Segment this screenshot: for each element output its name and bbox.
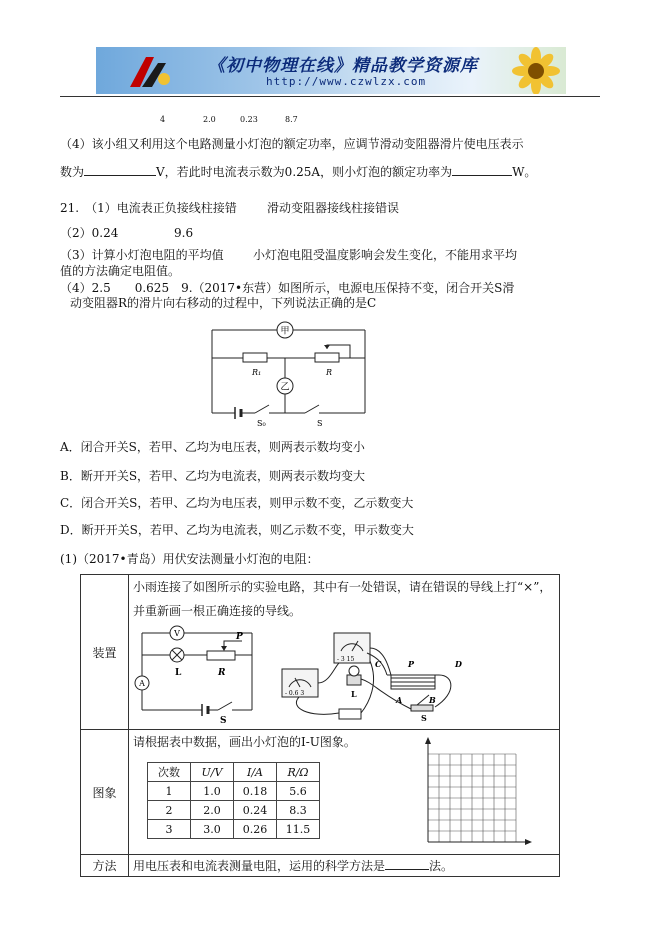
meter-jia-label: 甲 bbox=[280, 326, 290, 337]
top-cell-4: 8.7 bbox=[285, 115, 298, 124]
resistor-r1-label: R₁ bbox=[252, 368, 262, 377]
terminal-b-label: B bbox=[429, 695, 436, 705]
answer-blank-power[interactable] bbox=[452, 164, 512, 176]
slider-label: P bbox=[236, 632, 243, 642]
q21-p2-a: （2）0.24 bbox=[60, 226, 119, 240]
option-d[interactable]: D．断开开关S，若甲、乙均为电流表，则乙示数不变，甲示数变大 bbox=[60, 523, 414, 537]
top-cell-3: 0.23 bbox=[240, 115, 258, 124]
method-text-b: 法。 bbox=[429, 859, 454, 873]
switch-label: S bbox=[220, 716, 227, 725]
header-cell: I/A bbox=[234, 763, 277, 782]
sunflower-icon bbox=[496, 47, 566, 94]
lamp-photo-label: L bbox=[351, 689, 357, 699]
meter-yi-label: 乙 bbox=[280, 382, 290, 393]
circuit-schematic bbox=[132, 625, 267, 725]
graph-cell bbox=[129, 730, 560, 855]
banner-url: http://www.czwlzx.com bbox=[266, 75, 427, 88]
data-cell: 2.0 bbox=[191, 801, 234, 820]
data-cell: 5.6 bbox=[277, 782, 320, 801]
answer-blank-voltage[interactable] bbox=[84, 164, 156, 176]
q4-line2-c: W。 bbox=[512, 165, 537, 179]
data-cell: 3.0 bbox=[191, 820, 234, 839]
resistor-r-label: R bbox=[326, 368, 333, 377]
top-cell-1: 4 bbox=[160, 115, 166, 124]
data-table-header bbox=[148, 763, 320, 782]
apparatus-drawing bbox=[279, 623, 509, 723]
data-cell: 8.3 bbox=[277, 801, 320, 820]
terminal-a-label: A bbox=[396, 695, 403, 705]
terminal-d-label: D bbox=[455, 659, 462, 669]
blank-graph-grid[interactable] bbox=[414, 736, 534, 848]
q21-p3-b: 小灯泡电阻受温度影响会发生变化，不能用求平均 bbox=[253, 248, 518, 262]
table-row bbox=[148, 801, 320, 820]
device-instruction-line2: 并重新画一根正确连接的导线。 bbox=[133, 604, 302, 618]
q21-p3-a: （3）计算小灯泡电阻的平均值 bbox=[60, 248, 224, 262]
header-banner bbox=[96, 47, 566, 94]
q21-p1-b: 滑动变阻器接线柱接错误 bbox=[267, 201, 400, 215]
ammeter-terminals-label: - 0.6 3 bbox=[285, 690, 305, 697]
option-a[interactable]: A．闭合开关S，若甲、乙均为电压表，则两表示数均变小 bbox=[60, 440, 365, 454]
data-cell: 0.26 bbox=[234, 820, 277, 839]
terminal-c-label: C bbox=[375, 659, 382, 669]
row-label-device: 装置 bbox=[81, 575, 129, 730]
data-cell: 1 bbox=[148, 782, 191, 801]
lamp-label: L bbox=[175, 668, 182, 678]
device-instruction bbox=[129, 575, 559, 619]
q4-line2-a: 数为 bbox=[60, 165, 85, 179]
voltmeter-label: V bbox=[174, 629, 180, 638]
voltmeter-terminals-label: - 3 15 bbox=[337, 656, 355, 663]
ammeter-label: A bbox=[139, 679, 145, 688]
data-cell: 11.5 bbox=[277, 820, 320, 839]
switch-s-label: S bbox=[317, 419, 323, 428]
top-cell-2: 2.0 bbox=[203, 115, 216, 124]
logo-icon bbox=[120, 53, 190, 91]
data-cell: 0.24 bbox=[234, 801, 277, 820]
data-cell: 0.18 bbox=[234, 782, 277, 801]
graph-instruction: 请根据表中数据，画出小灯泡的I-U图象。 bbox=[133, 735, 356, 749]
banner-title: 《初中物理在线》精品教学资源库 bbox=[208, 56, 478, 76]
qingdao-question: (1)（2017•青岛）用伏安法测量小灯泡的电阻： bbox=[60, 552, 319, 566]
terminal-p-label: P bbox=[408, 659, 415, 669]
q21-p3-c: 值的方法确定电阻值。 bbox=[60, 264, 181, 278]
table-row bbox=[148, 782, 320, 801]
header-rule bbox=[60, 96, 600, 97]
circuit-diagram-dongying bbox=[205, 318, 375, 430]
header-cell: 次数 bbox=[148, 763, 191, 782]
q21-p1-a: 21. （1）电流表正负接线柱接错 bbox=[60, 201, 237, 215]
data-table bbox=[147, 762, 320, 839]
method-text-a: 用电压表和电流表测量电阻，运用的科学方法是 bbox=[133, 859, 386, 873]
data-cell: 1.0 bbox=[191, 782, 234, 801]
method-cell bbox=[129, 855, 560, 877]
device-instruction-line1: 小雨连接了如图所示的实验电路，其中有一处错误，请在错误的导线上打“×”， bbox=[133, 580, 552, 594]
data-cell: 3 bbox=[148, 820, 191, 839]
device-cell bbox=[129, 575, 560, 730]
q21-p4: （4）2.5 0.625 9.（2017•东营）如图所示，电源电压保持不变，闭合开关S滑 bbox=[60, 281, 515, 295]
switch-s0-label: S₀ bbox=[257, 419, 266, 428]
row-label-graph: 图象 bbox=[81, 730, 129, 855]
answer-blank-method[interactable] bbox=[385, 858, 429, 870]
switch-photo-label: S bbox=[421, 713, 427, 723]
q21-p2-b: 9.6 bbox=[174, 226, 194, 240]
q21-p5: 动变阻器R的滑片向右移动的过程中，下列说法正确的是C bbox=[70, 296, 377, 310]
table-row bbox=[148, 820, 320, 839]
q4-line1: （4）该小组又利用这个电路测量小灯泡的额定功率，应调节滑动变阻器滑片使电压表示 bbox=[60, 137, 524, 151]
header-cell: R/Ω bbox=[277, 763, 320, 782]
option-c[interactable]: C．闭合开关S，若甲、乙均为电压表，则甲示数不变，乙示数变大 bbox=[60, 496, 414, 510]
q4-line2 bbox=[60, 164, 536, 179]
experiment-table bbox=[80, 574, 560, 877]
rheostat-label: R bbox=[218, 668, 226, 678]
option-b[interactable]: B．断开开关S，若甲、乙均为电流表，则两表示数均变大 bbox=[60, 469, 366, 483]
row-label-method: 方法 bbox=[81, 855, 129, 877]
header-cell: U/V bbox=[191, 763, 234, 782]
q4-line2-b: V，若此时电流表示数为0.25A，则小灯泡的额定功率为 bbox=[156, 165, 453, 179]
data-cell: 2 bbox=[148, 801, 191, 820]
